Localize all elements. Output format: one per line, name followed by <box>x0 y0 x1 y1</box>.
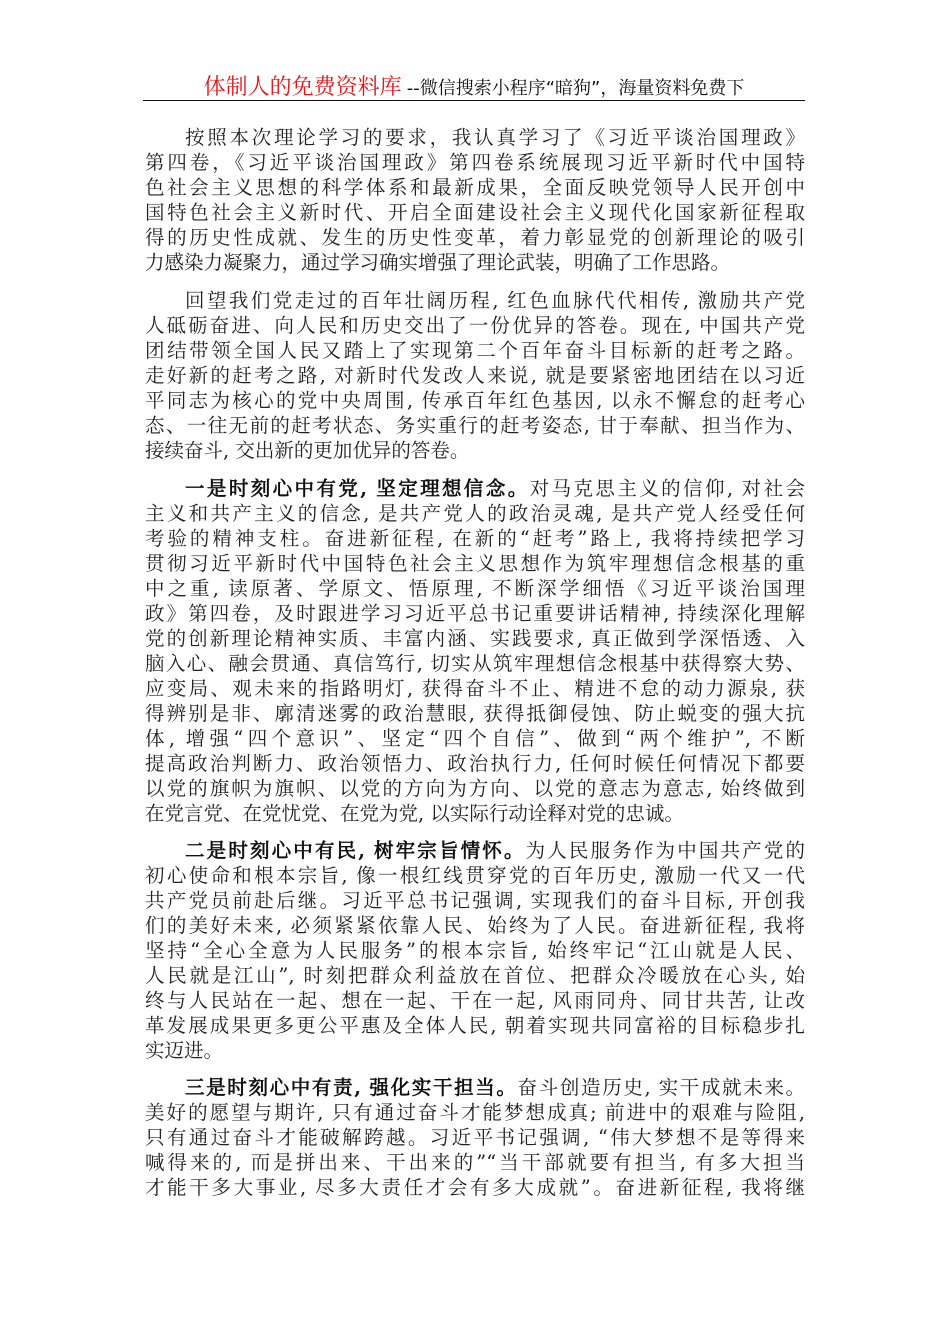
line-text: 实迈进。 <box>145 1039 224 1062</box>
line-text: 人民就是江山”, 时刻把群众利益放在首位、把群众冷暖放在心头, 始 <box>145 964 805 987</box>
paragraph-line <box>145 601 805 626</box>
line-text: 提高政治判断力、政治领悟力、政治执行力, 任何时候任何情况下都要 <box>145 752 805 775</box>
paragraph-line <box>145 338 805 363</box>
paragraph-line <box>145 838 805 863</box>
paragraph-heading: 二是时刻心中有民, 树牢宗旨情怀。 <box>185 839 526 862</box>
line-text: 贯彻习近平新时代中国特色社会主义思想作为筑牢理想信念根基的重 <box>145 552 805 575</box>
line-text: 革发展成果更多更公平惠及全体人民, 朝着实现共同富裕的目标稳步扎 <box>145 1014 805 1037</box>
paragraph-line <box>145 576 805 601</box>
page-header <box>143 70 805 100</box>
paragraph <box>145 125 805 275</box>
paragraph-line <box>145 551 805 576</box>
line-text: 为人民服务作为中国共产党的 <box>525 839 805 862</box>
line-text: 终与人民站在一起、想在一起、干在一起, 风雨同舟、同甘共苦, 让改 <box>145 989 805 1012</box>
paragraph-line <box>145 1125 805 1150</box>
paragraph-line <box>145 363 805 388</box>
header-tagline: --微信搜索小程序“暗狗”，海量资料免费下 <box>406 78 745 99</box>
paragraph <box>145 1075 805 1200</box>
line-text: 人砥砺奋进、向人民和历史交出了一份优异的答卷。现在, 中国共产党 <box>145 314 805 337</box>
line-text: 主义和共产主义的信念, 是共产党人的政治灵魂, 是共产党人经受任何 <box>145 502 805 525</box>
line-text: 色社会主义思想的科学体系和最新成果，全面反映党领导人民开创中 <box>145 176 805 199</box>
paragraph-line <box>145 438 805 463</box>
paragraph-line <box>145 250 805 275</box>
paragraph-line <box>145 801 805 826</box>
line-text: 国特色社会主义新时代、开启全面建设社会主义现代化国家新征程取 <box>145 201 805 224</box>
paragraph <box>145 476 805 826</box>
paragraph-line <box>145 701 805 726</box>
line-text: 体, 增强“四个意识”、坚定“四个自信”、做到“两个维护”, 不断 <box>145 727 805 750</box>
paragraph-line <box>145 776 805 801</box>
paragraph-line <box>145 225 805 250</box>
line-text: 回望我们党走过的百年壮阔历程, 红色血脉代代相传, 激励共产党 <box>185 289 805 312</box>
paragraph-line <box>145 963 805 988</box>
line-text: 初心使命和根本宗旨, 像一根红线贯穿党的百年历史, 激励一代又一代 <box>145 864 805 887</box>
line-text: 对马克思主义的信仰, 对社会 <box>529 477 805 500</box>
paragraph-line <box>145 988 805 1013</box>
line-text: 按照本次理论学习的要求，我认真学习了《习近平谈治国理政》 <box>185 126 805 149</box>
line-text: 喊得来的, 而是拼出来、干出来的”“当干部就要有担当, 有多大担当 <box>145 1151 805 1174</box>
line-text: 第四卷，《习近平谈治国理政》第四卷系统展现习近平新时代中国特 <box>145 151 805 174</box>
line-text: 才能干多大事业, 尽多大责任才会有多大成就”。奋进新征程, 我将继 <box>145 1176 805 1199</box>
line-text: 走好新的赶考之路, 对新时代发改人来说, 就是要紧密地团结在以习近 <box>145 364 805 387</box>
paragraph-line <box>145 938 805 963</box>
paragraph <box>145 838 805 1063</box>
line-text: 脑入心、融会贯通、真信笃行, 切实从筑牢理想信念根基中获得察大势、 <box>145 652 805 675</box>
paragraph-line <box>145 388 805 413</box>
line-text: 党的创新理论精神实质、丰富内涵、实践要求, 真正做到学深悟透、入 <box>145 627 805 650</box>
line-text: 只有通过奋斗才能破解跨越。习近平书记强调, “伟大梦想不是等得来 <box>145 1126 805 1149</box>
line-text: 团结带领全国人民又踏上了实现第二个百年奋斗目标新的赶考之路。 <box>145 339 805 362</box>
line-text: 接续奋斗, 交出新的更加优异的答卷。 <box>145 439 470 462</box>
paragraph-line <box>145 913 805 938</box>
line-text: 坚持“全心全意为人民服务”的根本宗旨, 始终牢记“江山就是人民、 <box>145 939 805 962</box>
paragraph-line <box>145 888 805 913</box>
line-text: 以党的旗帜为旗帜、以党的方向为方向、以党的意志为意志, 始终做到 <box>145 777 805 800</box>
line-text: 奋斗创造历史, 实干成就未来。 <box>517 1076 805 1099</box>
line-text: 美好的愿望与期许, 只有通过奋斗才能梦想成真; 前进中的艰难与险阻, <box>145 1101 805 1124</box>
paragraph-line <box>145 626 805 651</box>
line-text: 政》第四卷，及时跟进学习习近平总书记重要讲话精神, 持续深化理解 <box>145 602 805 625</box>
paragraph-heading: 三是时刻心中有责, 强化实干担当。 <box>185 1076 518 1099</box>
paragraph-line <box>145 125 805 150</box>
line-text: 考验的精神支柱。奋进新征程, 在新的“赶考”路上, 我将持续把学习 <box>145 527 805 550</box>
line-text: 平同志为核心的党中央周围, 传承百年红色基因, 以永不懈怠的赶考心 <box>145 389 805 412</box>
paragraph-line <box>145 1100 805 1125</box>
header-divider <box>143 100 805 101</box>
paragraph <box>145 288 805 463</box>
line-text: 得的历史性成就、发生的历史性变革，着力彰显党的创新理论的吸引 <box>145 226 805 249</box>
paragraph-line <box>145 200 805 225</box>
paragraph-line <box>145 1038 805 1063</box>
line-text: 应变局、观未来的指路明灯, 获得奋斗不止、精进不怠的动力源泉, 获 <box>145 677 805 700</box>
line-text: 们的美好未来, 必须紧紧依靠人民、始终为了人民。奋进新征程, 我将 <box>145 914 805 937</box>
paragraph-line <box>145 313 805 338</box>
line-text: 中之重, 读原著、学原文、悟原理, 不断深学细悟《习近平谈治国理 <box>145 577 805 600</box>
paragraph-line <box>145 863 805 888</box>
line-text: 得辨别是非、廓清迷雾的政治慧眼, 获得抵御侵蚀、防止蜕变的强大抗 <box>145 702 805 725</box>
paragraph-line <box>145 288 805 313</box>
paragraph-line <box>145 1150 805 1175</box>
paragraph-line <box>145 726 805 751</box>
paragraph-line <box>145 150 805 175</box>
paragraph-line <box>145 526 805 551</box>
paragraph-line <box>145 501 805 526</box>
paragraph-line <box>145 1075 805 1100</box>
paragraph-line <box>145 751 805 776</box>
paragraph-heading: 一是时刻心中有党, 坚定理想信念。 <box>185 477 530 500</box>
paragraph-line <box>145 413 805 438</box>
paragraph-line <box>145 1175 805 1200</box>
paragraph-line <box>145 1013 805 1038</box>
header-brand: 体制人的免费资料库 <box>203 75 402 100</box>
paragraph-line <box>145 476 805 501</box>
line-text: 力感染力凝聚力，通过学习确实增强了理论武装，明确了工作思路。 <box>145 251 731 274</box>
line-text: 在党言党、在党忧党、在党为党, 以实际行动诠释对党的忠诚。 <box>145 802 684 825</box>
line-text: 态、一往无前的赶考状态、务实重行的赶考姿态, 甘于奉献、担当作为、 <box>145 414 805 437</box>
paragraph-line <box>145 175 805 200</box>
paragraph-line <box>145 676 805 701</box>
line-text: 共产党员前赴后继。习近平总书记强调, 实现我们的奋斗目标, 开创我 <box>145 889 805 912</box>
paragraph-line <box>145 651 805 676</box>
